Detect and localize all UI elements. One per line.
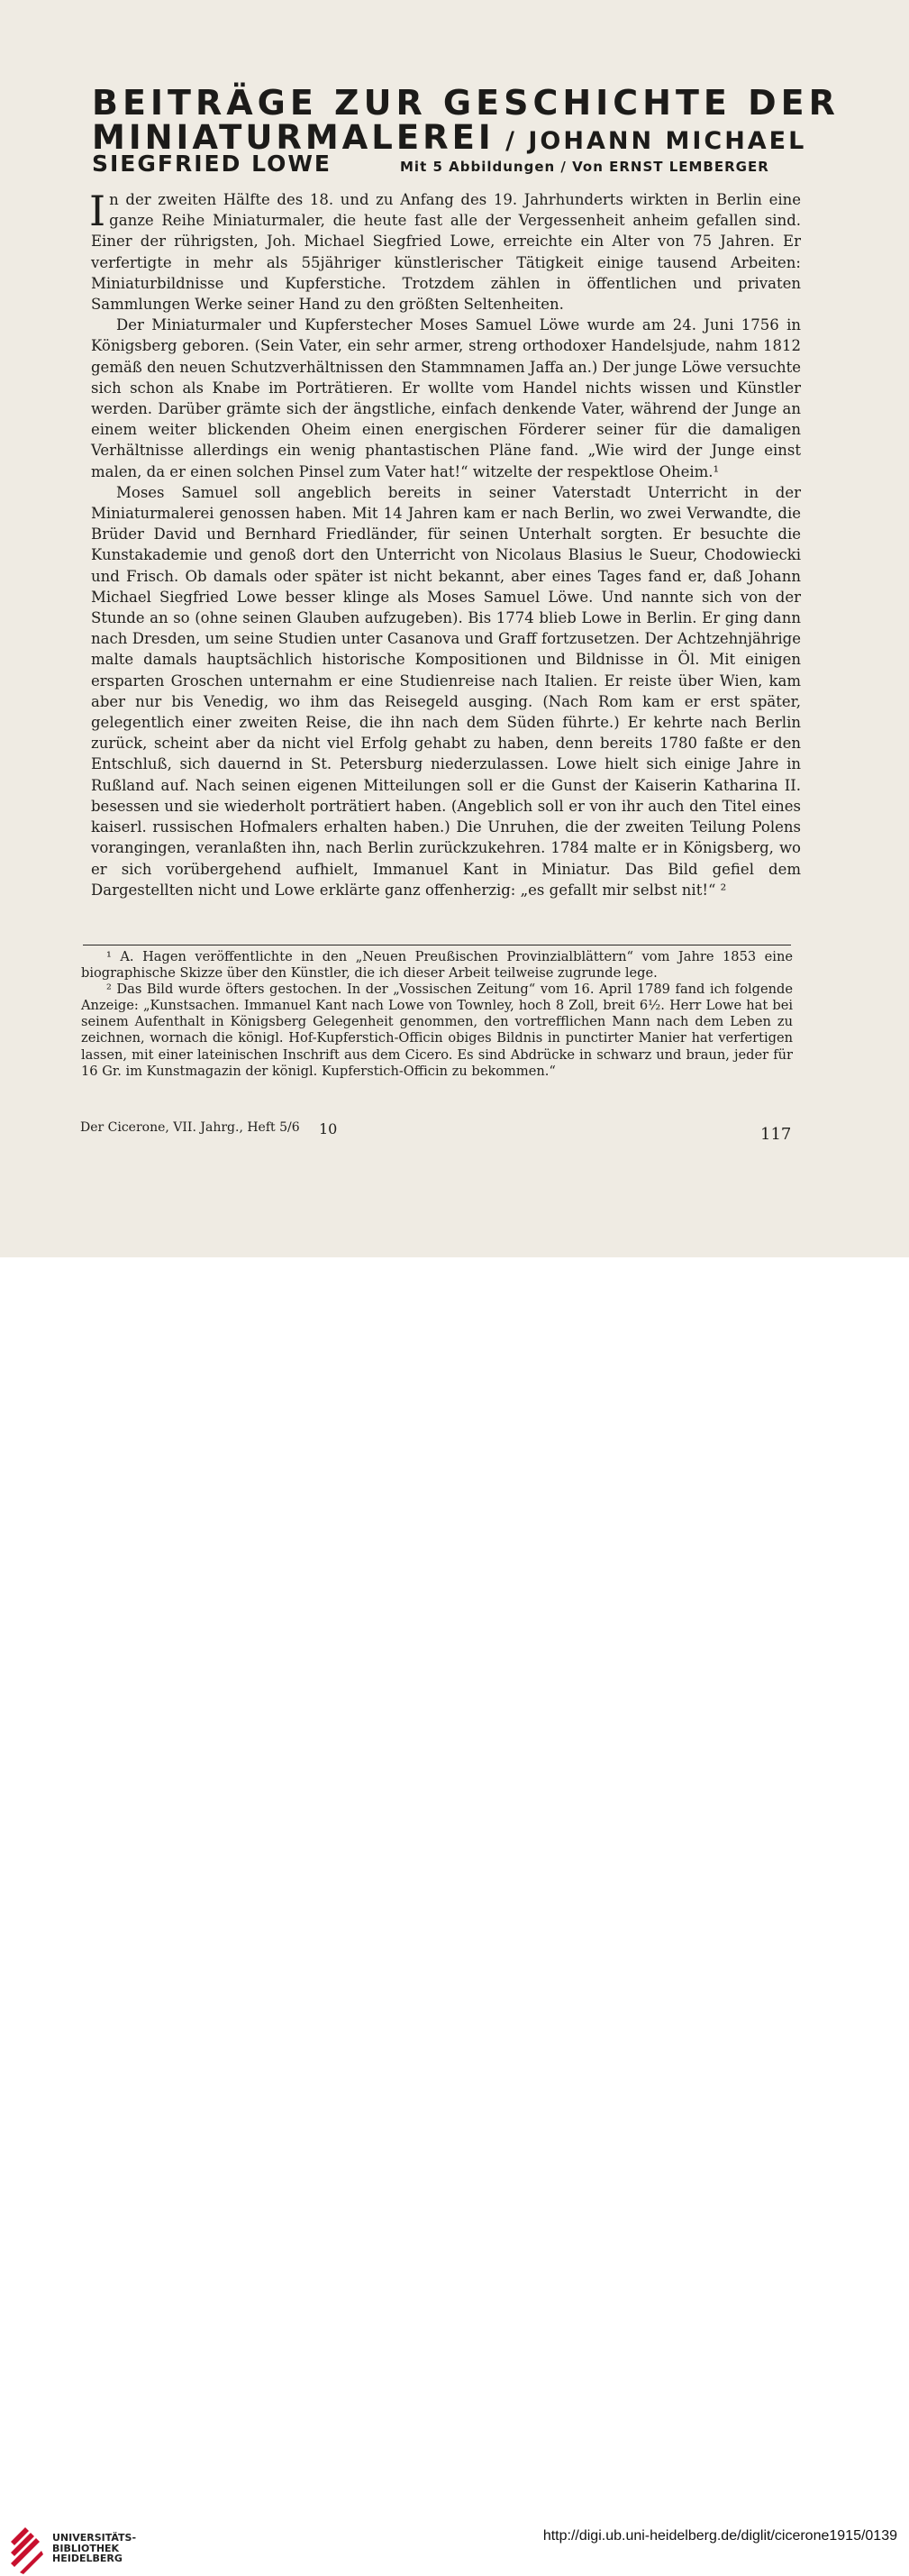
byline: Mit 5 Abbildungen / Von ERNST LEMBERGER xyxy=(400,159,769,175)
title-siegfried-lowe: SIEGFRIED LOWE xyxy=(92,151,332,177)
ub-heidelberg-logo-icon[interactable] xyxy=(7,2522,45,2576)
article-title-line-3 xyxy=(92,151,804,177)
title-johann-michael: JOHANN MICHAEL xyxy=(528,127,807,155)
institution-line-2: BIBLIOTHEK xyxy=(52,2542,120,2554)
journal-footer: Der Cicerone, VII. Jahrg., Heft 5/6 xyxy=(80,1120,300,1135)
paragraph-1-text: n der zweiten Hälfte des 18. und zu Anfang des 19. Jahrhunderts wirkten in Berlin eine ganze Reihe Miniaturmaler, die heute fast alle der Vergessenheit anheim gefallen sind. Einer der rührigsten, Joh. Michael Siegfried Lowe, erreichte ein Alter von 75 Jahren. Er verfertigte in mehr als 55jähriger künstlerischer Tätigkeit einige tausend Arbeiten: Miniaturbildnisse und Kupferstiche. Trotzdem zählen in öffentlichen und privaten Sammlungen Werke seiner Hand zu den größten Seltenheiten. xyxy=(91,191,801,314)
permalink-url[interactable]: http://digi.ub.uni-heidelberg.de/diglit/cicerone1915/0139 xyxy=(542,2528,897,2544)
institution-name xyxy=(52,2533,136,2564)
paragraph-1 xyxy=(91,189,801,315)
footnote-1: ¹ A. Hagen veröffentlichte in den „Neuen Preußischen Provinzialblättern“ vom Jahre 1853 eine biographische Skizze über den Künstler, die ich dieser Arbeit teilweise zugrunde lege. xyxy=(81,949,793,982)
footnotes xyxy=(81,949,793,1080)
institution-line-1: UNIVERSITÄTS- xyxy=(52,2532,137,2544)
page-number: 117 xyxy=(760,1125,792,1144)
title-miniaturmalerei: MINIATURMALEREI xyxy=(92,118,495,157)
article-title-line-1: BEITRÄGE ZUR GESCHICHTE DER xyxy=(92,83,840,123)
signature-mark: 10 xyxy=(319,1120,338,1137)
paragraph-3: Moses Samuel soll angeblich bereits in seiner Vaterstadt Unterricht in der Miniaturmalerei genossen haben. Mit 14 Jahren kam er nach Berlin, wo zwei Verwandte, die Brüder David und Bernhard Friedländer, für seinen Unterhalt sorgten. Er besuchte die Kunstakademie und genoß dort den Unterricht von Nicolaus Blasius le Sueur, Chodowiecki und Frisch. Ob damals oder später ist nicht bekannt, aber eines Tages fand er, daß Johann Michael Siegfried Lowe besser klinge als Moses Samuel Löwe. Und nannte sich von der Stunde an so (ohne seinen Glauben aufzugeben). Bis 1774 blieb Lowe in Berlin. Er ging dann nach Dresden, um seine Studien unter Casanova und Graff fortzusetzen. Der Achtzehnjährige malte damals hauptsächlich historische Kompositionen und Bildnisse in Öl. Mit einigen ersparten Groschen unternahm er eine Studienreise nach Italien. Er reiste über Wien, kam aber nur bis Venedig, wo ihm das Reisegeld ausging. (Nach Rom kam er erst später, gelegentlich einer zweiten Reise, die ihn nach dem Süden führte.) Er kehrte nach Berlin zurück, scheint aber da nicht viel Erfolg gehabt zu haben, denn bereits 1780 faßte er den Entschluß, sich dauernd in St. Petersburg niederzulassen. Lowe hielt sich einige Jahre in Rußland auf. Nach seinen eigenen Mitteilungen soll er die Gunst der Kaiserin Katharina II. besessen und sie wiederholt porträtiert haben. (Angeblich soll er von ihr auch den Titel eines kaiserl. russischen Hofmalers erhalten haben.) Die Unruhen, die der zweiten Teilung Polens vorangingen, veranlaßten ihn, nach Berlin zurückzukehren. 1784 malte er in Königsberg, wo er sich vorübergehend aufhielt, Immanuel Kant in Miniatur. Das Bild gefiel dem Dargestellten nicht und Lowe erklärte ganz offenherzig: „es gefallt mir selbst nit!“ ² xyxy=(91,483,801,899)
title-separator: / xyxy=(494,127,529,155)
scanned-page xyxy=(0,0,909,1257)
institution-line-3: HEIDELBERG xyxy=(52,2553,123,2564)
footnote-2: ² Das Bild wurde öfters gestochen. In der „Vossischen Zeitung“ vom 16. April 1789 fand ich folgende Anzeige: „Kunstsachen. Immanuel Kant nach Lowe von Townley, hoch 8 Zoll, breit 6½. Herr Lowe hat bei seinem Aufenthalt in Königsberg Gelegenheit genommen, den vortrefflichen Mann nach dem Leben zu zeichnen, wornach die königl. Hof-Kupferstich-Officin obiges Bildnis in punctirter Manier hat verfertigen lassen, mit einer lateinischen Inschrift aus dem Cicero. Es sind Abdrücke in schwarz und braun, jeder für 16 Gr. im Kunstmagazin der königl. Kupferstich-Officin zu bekommen.“ xyxy=(81,982,793,1079)
article-body xyxy=(91,189,801,900)
viewer-footer-bar xyxy=(0,1257,909,2564)
drop-cap: I xyxy=(89,187,106,235)
paragraph-2: Der Miniaturmaler und Kupferstecher Moses Samuel Löwe wurde am 24. Juni 1756 in Königsberg geboren. (Sein Vater, ein sehr armer, streng orthodoxer Handelsjude, nahm 1812 gemäß den neuen Schutzverhältnissen den Stammnamen Jaffa an.) Der junge Löwe versuchte sich schon als Knabe im Porträtieren. Er wollte vom Handel nichts wissen und Künstler werden. Darüber grämte sich der ängstliche, einfach denkende Vater, während der Junge an einem weiter blickenden Oheim einen energischen Förderer seiner für die damaligen Verhältnisse allerdings ein wenig phantastischen Pläne fand. „Wie wird der Junge einst malen, da er einen solchen Pinsel zum Vater hat!“ witzelte der respektlose Oheim.¹ xyxy=(91,316,801,480)
